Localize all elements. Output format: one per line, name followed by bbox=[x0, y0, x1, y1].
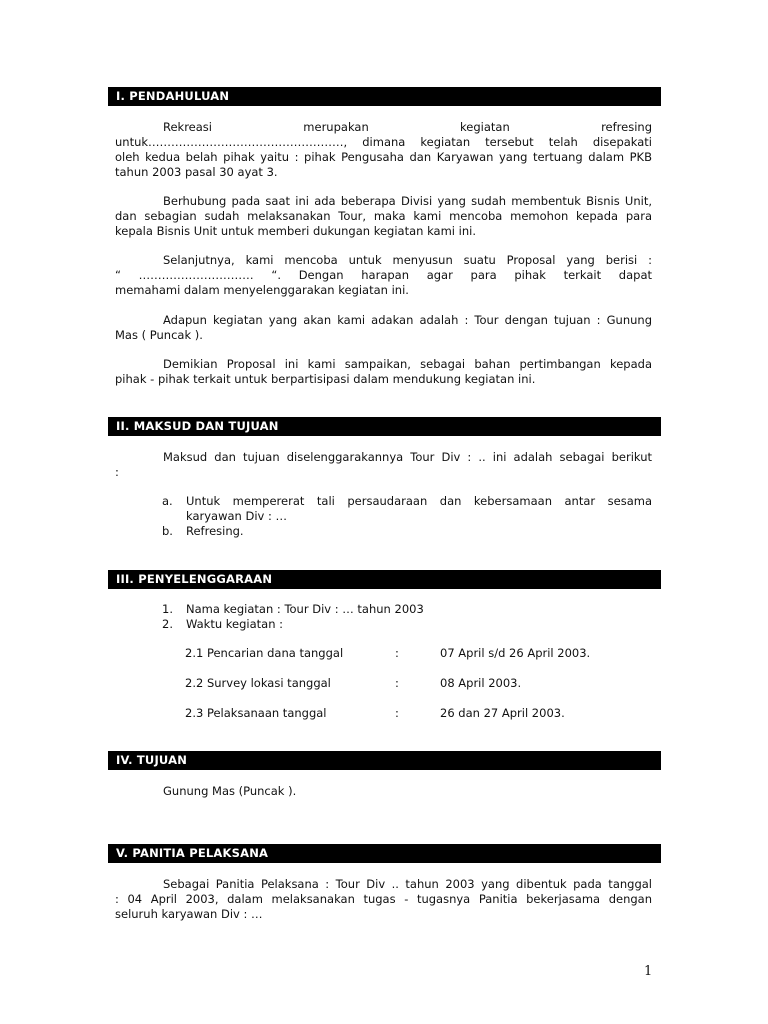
schedule-label: 2.3 Pelaksanaan tanggal bbox=[185, 706, 327, 720]
list-marker: 2. bbox=[162, 617, 173, 631]
schedule-row bbox=[185, 676, 655, 691]
paragraph-selanjutnya bbox=[115, 253, 652, 298]
paragraph-maksud bbox=[115, 450, 652, 480]
paragraph-line: Demikian Proposal ini kami sampaikan, sebagai bahan pertimbangan kepada bbox=[163, 357, 652, 371]
paragraph-line: Sebagai Panitia Pelaksana : Tour Div .. tahun 2003 yang dibentuk pada tanggal bbox=[163, 877, 652, 891]
schedule-colon: : bbox=[395, 676, 399, 690]
paragraph-line: untuk……………………………………………, dimana kegiatan tersebut telah disepakati bbox=[115, 135, 652, 149]
paragraph-line: “ ………………………… “. Dengan harapan agar para pihak terkait dapat bbox=[115, 268, 652, 282]
schedule-label: 2.1 Pencarian dana tanggal bbox=[185, 646, 344, 660]
section-heading-panitia-pelaksana: V. PANITIA PELAKSANA bbox=[108, 844, 661, 863]
list-item bbox=[162, 524, 652, 539]
list-item bbox=[162, 617, 652, 632]
list-item-line: Nama kegiatan : Tour Div : … tahun 2003 bbox=[186, 602, 424, 616]
paragraph-line: Maksud dan tujuan diselenggarakannya Tour Div : .. ini adalah sebagai berikut bbox=[163, 450, 652, 464]
paragraph-line: Mas ( Puncak ). bbox=[115, 328, 203, 342]
paragraph-line: : 04 April 2003, dalam melaksanakan tugas - tugasnya Panitia bekerjasama dengan bbox=[115, 892, 652, 906]
schedule-value: 26 dan 27 April 2003. bbox=[440, 706, 565, 720]
paragraph-line: Selanjutnya, kami mencoba untuk menyusun suatu Proposal yang berisi : bbox=[163, 253, 652, 267]
paragraph-berhubung bbox=[115, 194, 652, 239]
paragraph-destination bbox=[163, 784, 652, 799]
schedule-colon: : bbox=[395, 706, 399, 720]
paragraph-line: pihak - pihak terkait untuk berpartisipasi dalam mendukung kegiatan ini. bbox=[115, 372, 536, 386]
paragraph-line: memahami dalam menyelenggarakan kegiatan ini. bbox=[115, 283, 409, 297]
paragraph-line: Berhubung pada saat ini ada beberapa Divisi yang sudah membentuk Bisnis Unit, bbox=[163, 194, 652, 208]
list-item-line: Untuk mempererat tali persaudaraan dan kebersamaan antar sesama bbox=[186, 494, 652, 508]
paragraph-line: Adapun kegiatan yang akan kami adakan adalah : Tour dengan tujuan : Gunung bbox=[163, 313, 652, 327]
paragraph-adapun bbox=[115, 313, 652, 343]
section-heading-maksud-dan-tujuan: II. MAKSUD DAN TUJUAN bbox=[108, 417, 661, 436]
list-marker: a. bbox=[162, 494, 173, 508]
paragraph-line: dan sebagian sudah melaksanakan Tour, maka kami mencoba memohon kepada para bbox=[115, 209, 652, 223]
list-item bbox=[162, 602, 652, 617]
page-number: 1 bbox=[644, 964, 653, 979]
paragraph-line: oleh kedua belah pihak yaitu : pihak Pengusaha dan Karyawan yang tertuang dalam PKB bbox=[115, 150, 652, 164]
paragraph-panitia bbox=[115, 877, 652, 922]
paragraph-rekreasi bbox=[115, 120, 652, 180]
list-item-line: karyawan Div : … bbox=[186, 509, 288, 523]
paragraph-line: seluruh karyawan Div : … bbox=[115, 907, 263, 921]
list-item bbox=[162, 494, 652, 524]
schedule-value: 07 April s/d 26 April 2003. bbox=[440, 646, 591, 660]
list-marker: b. bbox=[162, 524, 173, 538]
list-marker: 1. bbox=[162, 602, 173, 616]
paragraph-line: : bbox=[115, 465, 119, 479]
schedule-colon: : bbox=[395, 646, 399, 660]
paragraph-demikian bbox=[115, 357, 652, 387]
list-item-line: Waktu kegiatan : bbox=[186, 617, 284, 631]
schedule-label: 2.2 Survey lokasi tanggal bbox=[185, 676, 331, 690]
schedule-value: 08 April 2003. bbox=[440, 676, 522, 690]
section-heading-tujuan: IV. TUJUAN bbox=[108, 751, 661, 770]
section-heading-penyelenggaraan: III. PENYELENGGARAAN bbox=[108, 570, 661, 589]
paragraph-line: Gunung Mas (Puncak ). bbox=[163, 784, 297, 798]
schedule-row bbox=[185, 706, 655, 721]
section-heading-pendahuluan: I. PENDAHULUAN bbox=[108, 87, 661, 106]
paragraph-line: kepala Bisnis Unit untuk memberi dukungan kegiatan kami ini. bbox=[115, 224, 476, 238]
paragraph-line: tahun 2003 pasal 30 ayat 3. bbox=[115, 165, 278, 179]
schedule-row bbox=[185, 646, 655, 661]
list-item-line: Refresing. bbox=[186, 524, 244, 538]
paragraph-line: Rekreasi merupakan kegiatan refresing bbox=[163, 120, 652, 134]
